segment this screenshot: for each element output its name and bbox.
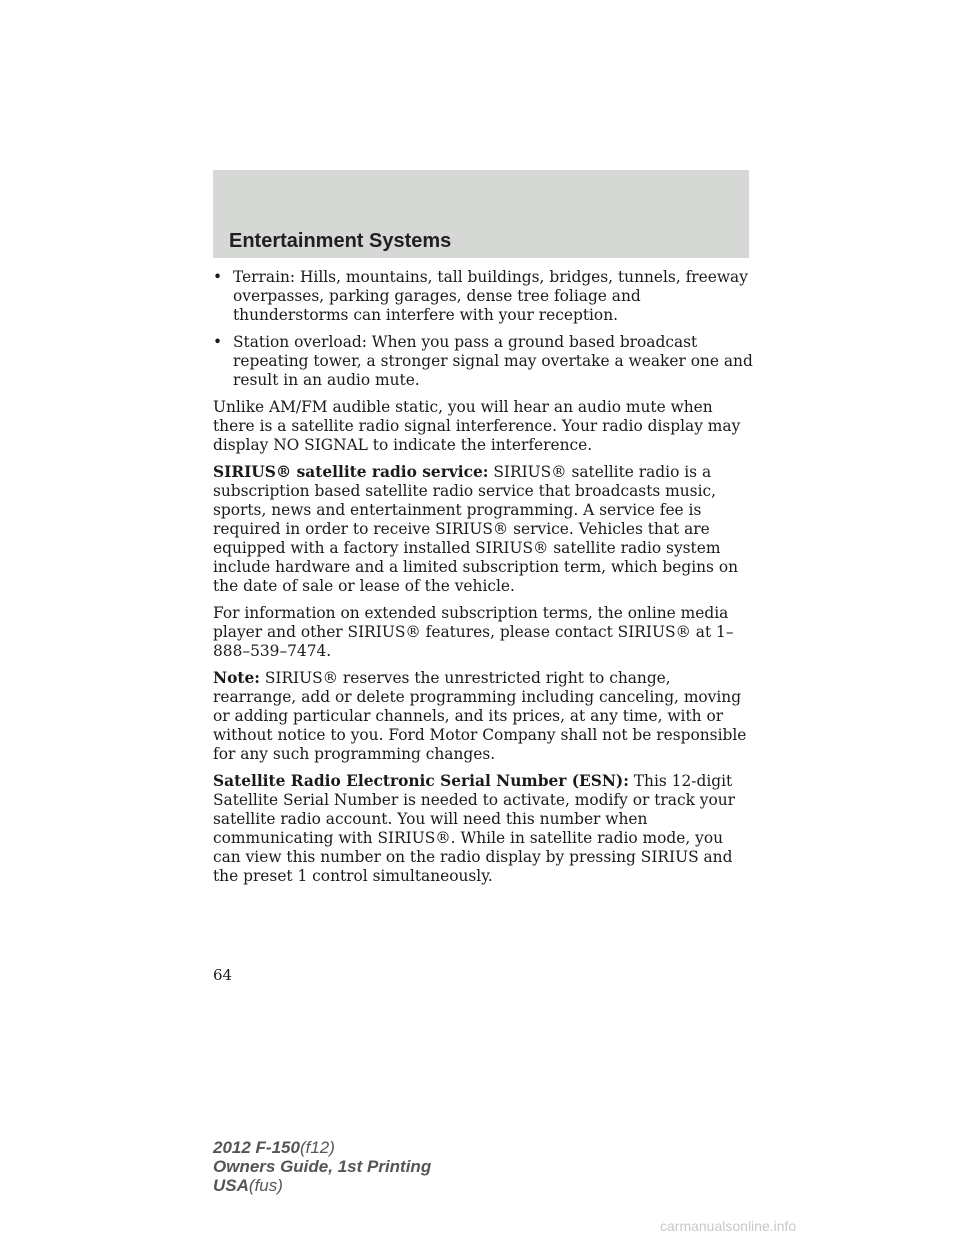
paragraph-sirius-service <box>213 463 753 596</box>
bullet-dot: • <box>213 268 223 286</box>
sirius-service-heading: SIRIUS® satellite radio service: <box>213 463 489 481</box>
footer-region-code: (fus) <box>248 1176 283 1195</box>
paragraph-note <box>213 669 753 764</box>
bullet-terrain <box>213 268 753 325</box>
paragraph-unlike-amfm: Unlike AM/FM audible static, you will hear an audio mute when there is a satellite radio signal interference. Your radio display may display NO SIGNAL to indicate the interference. <box>213 398 741 454</box>
footer-line-edition: Owners Guide, 1st Printing <box>213 1157 432 1176</box>
note-body: SIRIUS® reserves the unrestricted right to change, rearrange, add or delete programming including canceling, moving or adding particular channels, and its prices, at any time, with or without notice to you. Ford Motor Company shall not be responsible for any such programming changes. <box>213 669 747 763</box>
footer-model-code: (f12) <box>299 1138 335 1157</box>
bullet-dot: • <box>213 333 223 351</box>
watermark-text: carmanualsonline.info <box>660 1218 797 1234</box>
bullet-text: Terrain: Hills, mountains, tall buildings, bridges, tunnels, freeway overpasses, parking garages, dense tree foliage and thunderstorms can interfere with your reception. <box>233 268 748 324</box>
sirius-service-body: SIRIUS® satellite radio is a subscription based satellite radio service that broadcasts music, sports, news and entertainment programming. A service fee is required in order to receive SIRIUS® service. Vehicles that are equipped with a factory installed SIRIUS® satellite radio system include hardware and a limited subscription term, which begins on the date of sale or lease of the vehicle. <box>213 463 739 595</box>
section-title: Entertainment Systems <box>229 230 452 252</box>
footer-model: 2012 F-150 <box>213 1138 300 1157</box>
paragraph-contact-info: For information on extended subscription terms, the online media player and other SIRIUS® features, please contact SIRIUS® at 1–888–539–7474. <box>213 604 734 660</box>
note-heading: Note: <box>213 669 260 687</box>
page-number: 64 <box>213 966 233 984</box>
footer-line-model <box>213 1138 431 1157</box>
footer-region: USA <box>213 1176 249 1195</box>
footer-line-region <box>213 1176 431 1195</box>
paragraph-esn <box>213 772 753 886</box>
print-footer <box>213 1138 431 1195</box>
esn-body: This 12-digit Satellite Serial Number is needed to activate, modify or track your satellite radio account. You will need this number when communicating with SIRIUS®. While in satellite radio mode, you can view this number on the radio display by pressing SIRIUS and the preset 1 control simultaneously. <box>213 772 736 885</box>
bullet-text: Station overload: When you pass a ground based broadcast repeating tower, a stronger signal may overtake a weaker one and result in an audio mute. <box>233 333 753 389</box>
esn-heading: Satellite Radio Electronic Serial Number (ESN): <box>213 772 629 790</box>
bullet-station-overload <box>213 333 753 390</box>
section-header-band <box>213 170 749 258</box>
page-content <box>213 268 753 894</box>
